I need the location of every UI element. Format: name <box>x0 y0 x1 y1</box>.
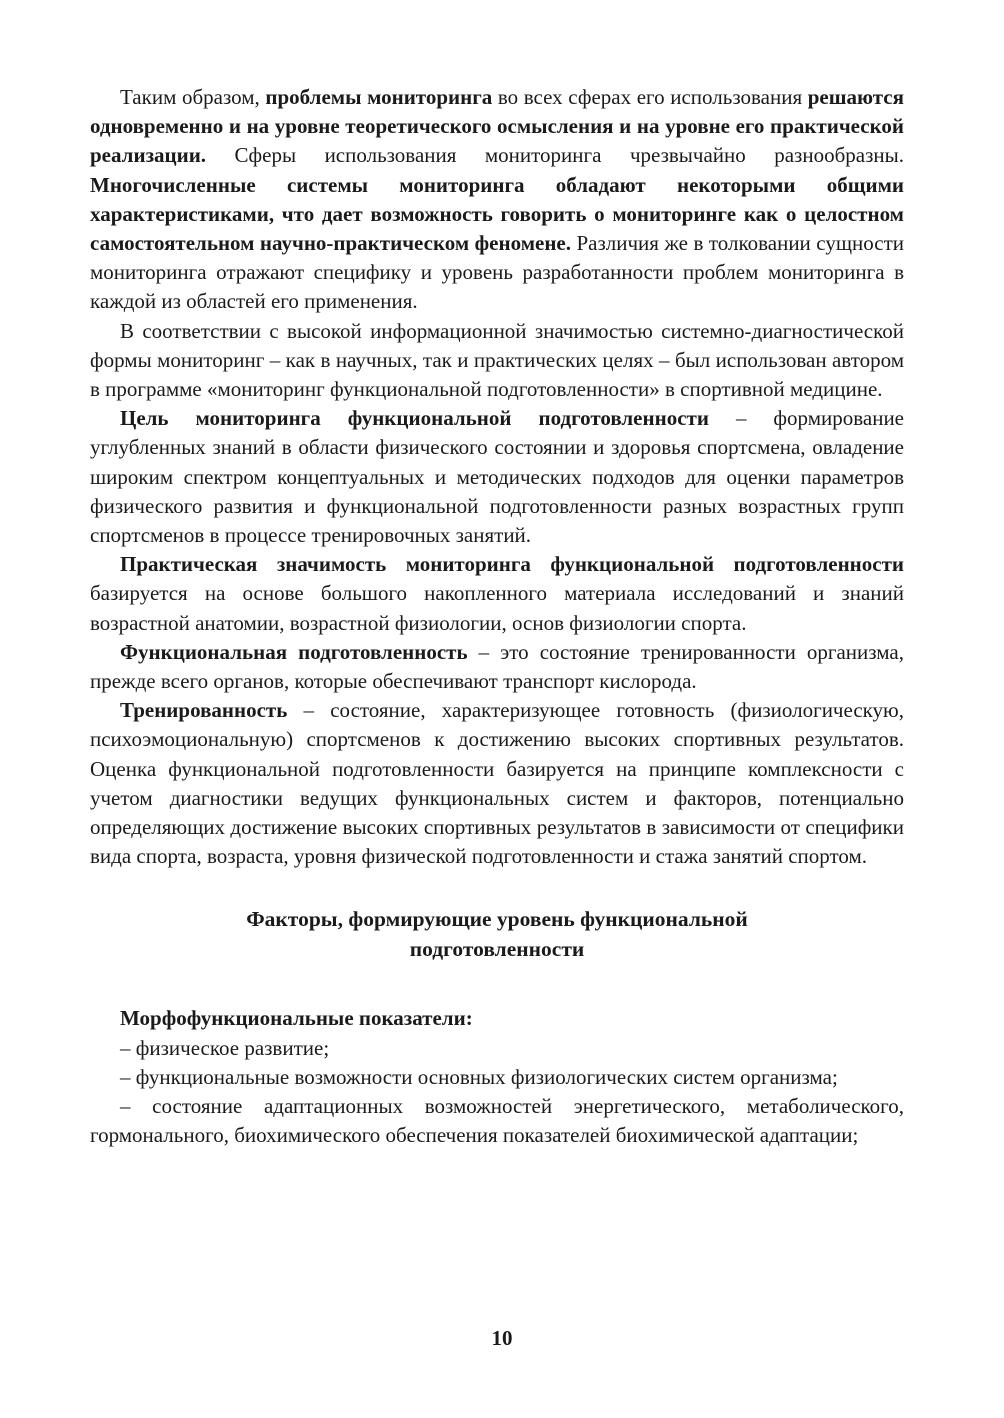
section-heading-line1: Факторы, формирующие уровень функциональной <box>246 907 748 932</box>
bold-term: Многочисленные системы мониторинга обладают некоторыми общими характеристиками, что дает возможность говорить о мониторинге как о целостном самостоятельном научно-практическом феномене. <box>90 172 904 256</box>
list-item: – физическое развитие; <box>120 1035 330 1060</box>
paragraph <box>90 550 904 638</box>
paragraph <box>90 83 904 317</box>
bold-term: Практическая значимость мониторинга функциональной подготовленности <box>120 552 904 577</box>
paragraph-text: – состояние, характеризующее готовность (физиологическую, психоэмоциональную) спортсменов к достижению высоких спортивных результатов. Оценка функциональной подготовленности базируется на принципе комплексности с учетом диагностики ведущих функциональных систем и факторов, потенциально определяющих достижение высоких спортивных результатов в зависимости от специфики вида спорта, возраста, уровня физической подготовленности и стажа занятий спортом. <box>90 698 904 869</box>
bold-term: Тренированность <box>120 698 288 723</box>
paragraph <box>90 404 904 550</box>
paragraph-text: базируется на основе большого накопленного материала исследований и знаний возрастной анатомии, возрастной физиологии, основ физиологии спорта. <box>90 581 904 635</box>
paragraph-text: Различия же в толковании сущности мониторинга отражают специфику и уровень разработанности проблем мониторинга в каждой из областей его применения. <box>90 231 904 314</box>
factor-list <box>90 1034 904 1151</box>
paragraph-text: во всех сферах его использования <box>492 85 808 109</box>
body-text <box>90 83 904 871</box>
list-item: – функциональные возможности основных физиологических систем организма; <box>120 1064 838 1089</box>
paragraph-text: Таким образом, <box>120 85 266 109</box>
paragraph <box>90 696 904 871</box>
section-heading <box>90 905 904 964</box>
list-item: – состояние адаптационных возможностей энергетического, метаболического, гормонального, биохимического обеспечения показателей биохимической адаптации; <box>90 1094 904 1148</box>
subheading: Морфофункциональные показатели: <box>120 1006 473 1031</box>
bold-term: Функциональная подготовленность <box>120 639 468 664</box>
bold-term: проблемы мониторинга <box>265 85 493 109</box>
bold-term: решаются одновременно и на уровне теоретического осмысления и на уровне его практической реализации. <box>90 85 904 168</box>
paragraph-text: – это состояние тренированности организма, прежде всего органов, которые обеспечивают транспорт кислорода. <box>90 639 904 694</box>
page-number: 10 <box>491 1326 513 1350</box>
paragraph-text: – формирование углубленных знаний в области физического состоянии и здоровья спортсмена, овладение широким спектром концептуальных и методических подходов для оценки параметров физического развития и функциональной подготовленности разных возрастных групп спортсменов в процессе тренировочных занятий. <box>90 406 905 548</box>
paragraph-text: Сферы использования мониторинга чрезвычайно разнообразны. <box>206 143 904 168</box>
bold-term: Цель мониторинга функциональной подготовленности <box>120 406 709 431</box>
paragraph <box>90 317 904 405</box>
section-heading-line2: подготовленности <box>409 936 585 961</box>
paragraph-text: В соответствии с высокой информационной значимостью системно-диагностической формы мониторинг – как в научных, так и практических целях – был использован автором в программе «мониторинг функциональной подготовленности» в спортивной медицине. <box>90 318 904 402</box>
page-body <box>90 83 904 1151</box>
paragraph <box>90 638 904 696</box>
